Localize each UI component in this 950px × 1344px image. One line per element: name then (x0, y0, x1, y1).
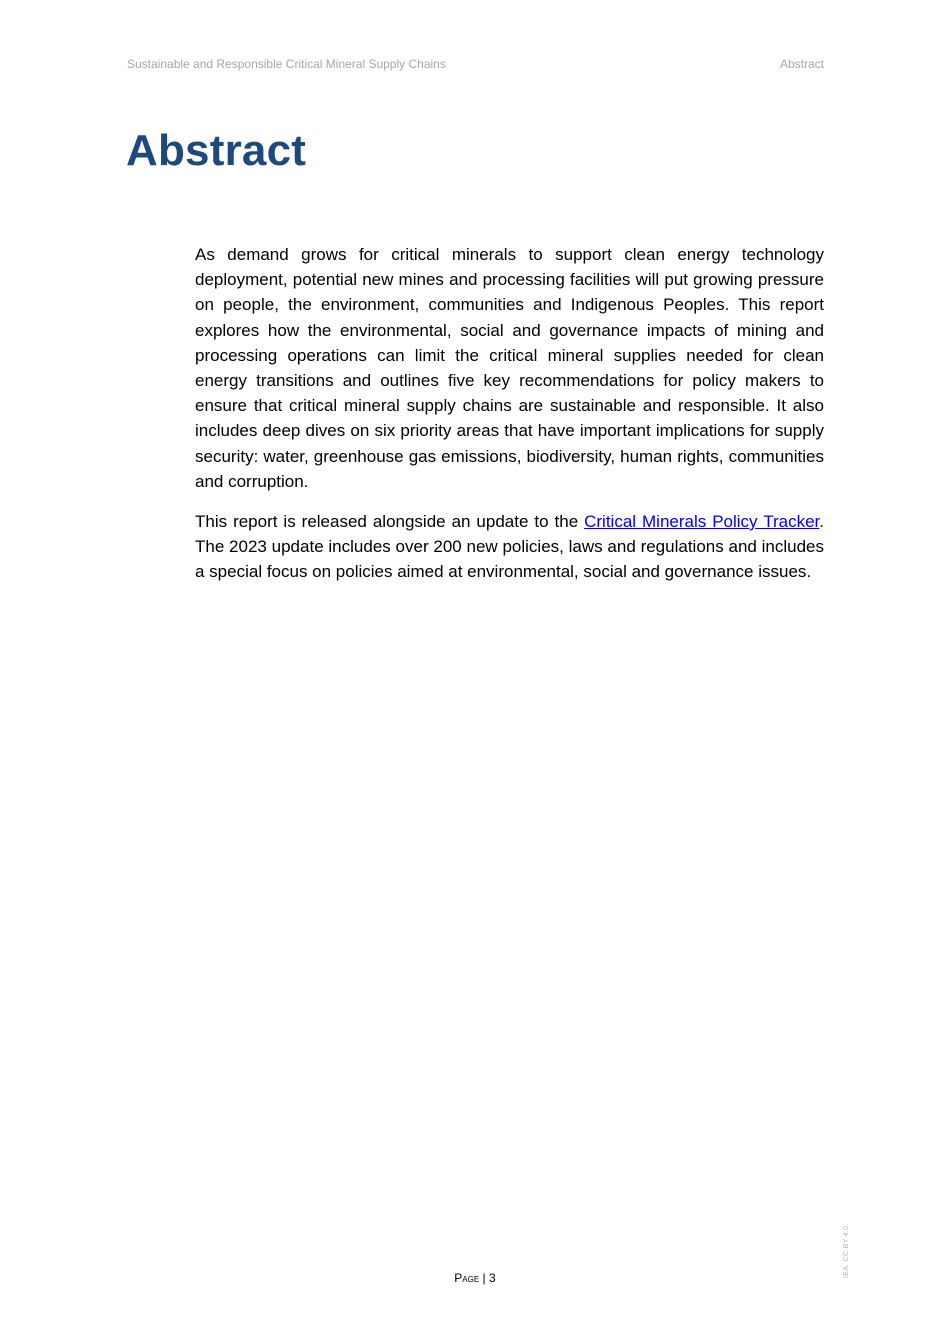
abstract-paragraph-1: As demand grows for critical minerals to support clean energy technology deployment, potential new mines and processing facilities will put growing pressure on people, the environment, communities and Indigenous Peoples. This report explores how the environmental, social and governance impacts of mining and processing operations can limit the critical mineral supplies needed for clean energy transitions and outlines five key recommendations for policy makers to ensure that critical mineral supply chains are sustainable and responsible. It also includes deep dives on six priority areas that have important implications for supply security: water, greenhouse gas emissions, biodiversity, human rights, communities and corruption. (195, 245, 824, 491)
page-title: Abstract (126, 126, 307, 175)
page-label: Page (454, 1271, 480, 1285)
header-document-title: Sustainable and Responsible Critical Mineral Supply Chains (127, 57, 446, 71)
critical-minerals-policy-tracker-link[interactable]: Critical Minerals Policy Tracker (584, 512, 820, 532)
paragraph-2-lead-text: This report is released alongside an update to the (195, 512, 585, 532)
page-number: 3 (489, 1271, 496, 1285)
abstract-body (195, 242, 824, 600)
page-separator: | (479, 1271, 489, 1285)
abstract-paragraph-2 (195, 509, 824, 585)
license-note: IEA. CC BY 4.0. (843, 1223, 850, 1278)
header-section-name: Abstract (779, 57, 824, 71)
paragraph-2-trailing-text: . The 2023 update includes over 200 new policies, laws and regulations and includes a special focus on policies aimed at environmental, social and governance issues. (195, 512, 824, 582)
page-footer (0, 1271, 950, 1285)
running-header (127, 57, 824, 73)
